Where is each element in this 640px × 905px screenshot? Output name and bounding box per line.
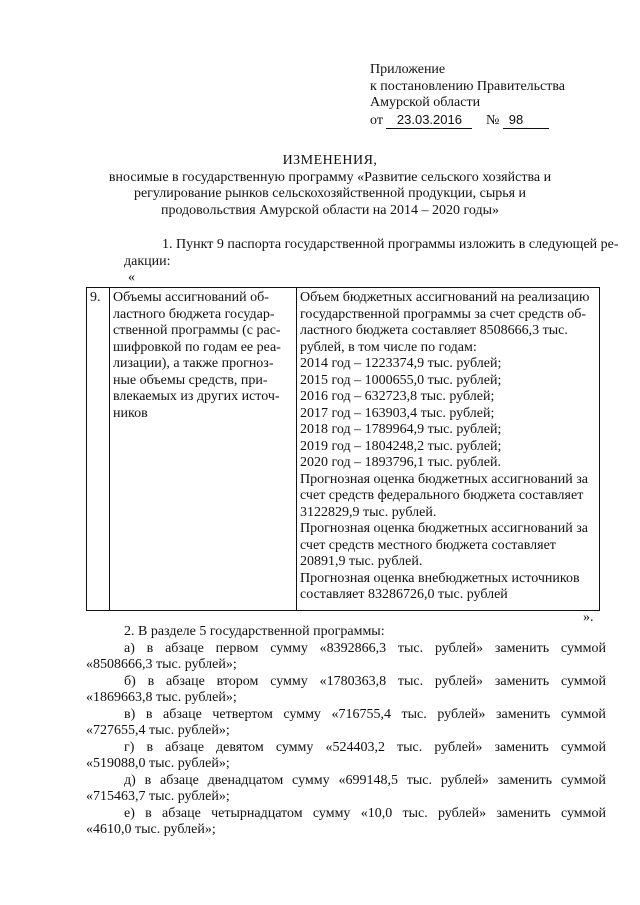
change-item-word: тыс. [406,772,432,788]
change-item-continuation: «1869663,8 тыс. рублей»; [86,690,237,705]
paragraph-1-line-2: дакции: [124,253,171,269]
change-item-word: первом [215,640,259,656]
change-item-word: «524403,2 [325,739,385,755]
change-item-word: абзаце [162,805,201,821]
change-item-word: рублей» [437,706,486,722]
change-item-word: «1780363,8 [319,673,387,689]
change-item-word: суммой [560,772,606,788]
change-item-word: абзаце [165,640,204,656]
change-item-word: тыс. [397,739,423,755]
change-item-word: рублей» [434,640,484,656]
change-item-word: абзаце [166,673,205,689]
value-line: счет средств местного бюджета составляет [300,537,556,553]
value-line: составляет 83286726,0 тыс. рублей [300,587,508,602]
change-item-word: сумму [270,673,308,689]
change-items [86,641,606,839]
value-line: 2020 год – 1893796,1 тыс. рублей. [300,455,501,470]
change-item-line [86,674,606,691]
label-line: ластного бюджета государ- [113,306,275,322]
section-2-changes [86,624,606,839]
change-item-word: суммой [560,739,606,755]
change-item-word: в [145,706,153,722]
change-item-word: в [146,640,154,656]
approval-line-3: Амурской области [370,95,481,110]
label-line: лизации), а также прогноз- [113,356,274,371]
change-item-continuation: «519088,0 тыс. рублей»; [86,756,230,771]
change-item-word: заменить [496,805,551,821]
row-label-cell [110,288,297,611]
value-line: 20891,9 тыс. рублей. [300,554,423,569]
change-item-word: суммой [560,805,606,821]
approval-block [370,62,620,129]
value-line: 2019 год – 1804248,2 тыс. рублей; [300,438,502,454]
approval-line-2: к постановлению Правительства [370,78,566,94]
change-item-line [86,740,606,757]
value-line: Прогнозная оценка бюджетных ассигнований за [300,471,588,487]
change-item-word: рублей» [440,772,489,788]
change-item-word: сумму [292,772,330,788]
section-2-intro: 2. В разделе 5 государственной программы: [124,624,385,639]
change-item-word: в [146,739,154,755]
approval-date-line [370,112,620,129]
number-label: № [485,112,500,128]
change-item-word: суммой [560,706,606,722]
change-item-line [86,773,606,790]
row-value-cell [297,288,600,611]
paragraph-1 [86,237,619,270]
change-item-word: в [144,772,152,788]
change-item-word: «699148,5 [338,772,398,788]
opening-quote: « [128,270,135,285]
change-item-word: двенадцатом [207,772,284,788]
change-item-word: сумму [270,640,308,656]
change-item-word: тыс. [402,805,428,821]
change-item-word: рублей» [437,805,487,821]
change-item-continuation: «8508666,3 тыс. рублей»; [86,657,237,672]
change-item-word: суммой [560,640,606,656]
approval-date: 23.03.2016 [386,112,472,130]
value-line: Объем бюджетных ассигнований на реализацию [300,290,590,305]
change-item-word: рублей» [434,739,483,755]
value-line: 2016 год – 632723,8 тыс. рублей; [300,389,495,404]
change-item-word: «8392866,3 [319,640,387,656]
value-line: 2018 год – 1789964,9 тыс. рублей; [300,422,502,437]
change-item-word: д) [124,772,136,788]
change-item-continuation: «4610,0 тыс. рублей»; [86,822,216,837]
label-line: ные объемы средств, при- [113,372,268,388]
change-item-line [86,806,606,823]
label-line: шифровкой по годам ее реа- [113,339,281,355]
change-item-word: в [145,805,152,821]
change-item-word: б) [124,673,136,689]
title-line-2: регулирование рынков сельскохозяйственной продукции, сырья и [133,186,527,201]
change-item-continuation: «715463,7 тыс. рублей»; [86,789,230,804]
change-item-word: «716755,4 [331,706,391,722]
change-item-word: суммой [560,673,606,689]
change-item-word: «10,0 [360,805,393,821]
value-line: рублей, в том числе по годам: [300,339,477,355]
change-item-word: девятом [216,739,264,755]
value-line: 2014 год – 1223374,9 тыс. рублей; [300,356,502,371]
change-item-continuation: «727655,4 тыс. рублей»; [86,723,230,738]
value-line: счет средств федерального бюджета составляет [300,488,584,503]
change-item-word: в [147,673,155,689]
value-line: 2015 год – 1000655,0 тыс. рублей; [300,372,502,388]
value-line: Прогнозная оценка бюджетных ассигнований за [300,521,588,536]
change-item-word: абзаце [165,739,204,755]
change-item-word: заменить [497,772,553,788]
approval-line-1: Приложение [370,62,446,77]
document-title [60,153,600,219]
table-row [87,288,600,611]
change-item-word: в) [124,706,136,722]
passport-table [86,287,600,611]
label-line: влекаемых из других источ- [113,389,280,404]
title-line-3: продовольствия Амурской области на 2014 – 2020 годы» [160,202,500,218]
change-item-word: сумму [283,706,321,722]
change-item-word: четвертом [212,706,273,722]
closing-quote: ». [583,610,594,625]
change-item-word: четырнадцатом [211,805,303,821]
row-number-cell: 9. [87,288,110,611]
change-item-word: сумму [312,805,351,821]
change-item-word: г) [124,739,135,755]
change-item-word: заменить [494,739,549,755]
value-line: 2017 год – 163903,4 тыс. рублей; [300,405,495,421]
change-item-word: рублей» [434,673,484,689]
change-item-word: заменить [494,640,550,656]
date-prefix: от [370,112,383,128]
title-heading: ИЗМЕНЕНИЯ, [282,153,378,168]
value-line: ластного бюджета составляет 8508666,3 тыс. [300,323,568,338]
title-line-1: вносимые в государственную программу «Развитие сельского хозяйства и [108,169,552,185]
change-item-word: тыс. [397,673,424,689]
change-item-word: втором [216,673,259,689]
approval-number: 98 [503,112,549,130]
value-line: 3122829,9 тыс. рублей. [300,504,437,520]
label-line: ников [113,405,148,421]
value-line: Прогнозная оценка внебюджетных источников [300,570,580,586]
paragraph-1-line-1: 1. Пункт 9 паспорта государственной программы изложить в следующей ре- [162,237,619,252]
value-line: государственной программы за счет средств об- [300,306,586,322]
change-item-word: а) [124,640,135,656]
change-item-line [86,707,606,724]
change-item-word: тыс. [401,706,427,722]
change-item-word: тыс. [397,640,424,656]
change-item-word: абзаце [163,706,202,722]
change-item-word: сумму [275,739,314,755]
change-item-word: заменить [495,706,551,722]
change-item-word: заменить [494,673,550,689]
change-item-word: абзаце [160,772,199,788]
change-item-word: е) [124,805,135,821]
label-line: Объемы ассигнований об- [113,290,269,305]
label-line: ственной программы (с рас- [113,323,281,338]
change-item-line [86,641,606,658]
